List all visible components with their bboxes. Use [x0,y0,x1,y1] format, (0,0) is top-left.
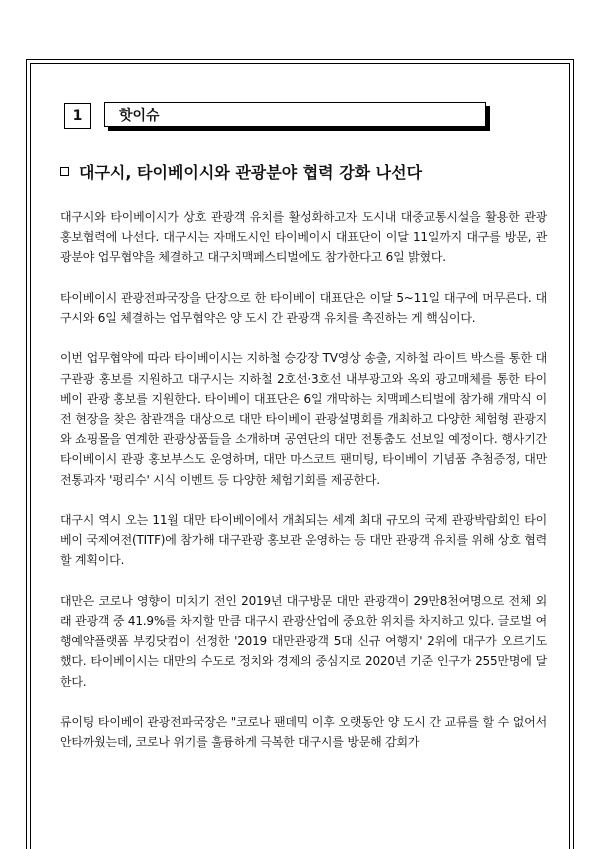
section-number-box: 1 [64,103,91,129]
paragraph: 이번 업무협약에 따라 타이베이시는 지하철 승강장 TV영상 송출, 지하철 라이트 박스를 통한 대구관광 홍보를 지원하고 대구시는 지하철 2호선·3호선 내부광고와 옥외 광고매체를 통한 타이베이 관광 홍보를 지원한다. 타이베이 대표단은 6일 개막하는 치맥페스티벌에 참가해 개막식 이전 현장을 찾은 참관객을 대상으로 대만 타이베이 관광설명회를 개최하고 다양한 체험형 관광지와 쇼핑몰을 연계한 관광상품들을 소개하며 공연단의 대만 전통춤도 선보일 예정이다. 행사기간 타이베이시 관광 홍보부스도 운영하며, 대만 마스코트 팬미팅, 타이베이 기념품 추첨증정, 대만 전통과자 '펑리수' 시식 이벤트 등 다양한 체험기회를 제공한다. [60,351,547,487]
paragraph: 대만은 코로나 영향이 미치기 전인 2019년 대구방문 대만 관광객이 29만8천여명으로 전체 외래 관광객 중 41.9%를 차지할 만큼 대구시 관광산업에 중요한 위치를 차지하고 있다. 글로벌 여행예약플랫폼 부킹닷컴이 선정한 '2019 대만관광객 5대 신규 여행지' 2위에 대구가 오르기도 했다. 타이베이시는 대만의 수도로 정치와 경제의 중심지로 2020년 기준 인구가 255만명에 달한다. [60,593,547,689]
paragraph: 대구시 역시 오는 11월 대만 타이베이에서 개최되는 세계 최대 규모의 국제 관광박람회인 타이베이 국제여전(TITF)에 참가해 대구관광 홍보관 운영하는 등 대만 관광객 유치를 위해 상호 협력할 계획이다. [60,513,547,568]
article-body [60,207,547,773]
checkbox-bullet-icon [60,167,69,176]
paragraph: 류이팅 타이베이 관광전파국장은 "코로나 팬데믹 이후 오랫동안 양 도시 간 교류를 할 수 없어서 안타까웠는데, 코로나 위기를 훌륭하게 극복한 대구시를 방문해 감회가 [60,715,547,750]
paragraph: 대구시와 타이베이시가 상호 관광객 유치를 활성화하고자 도시내 대중교통시설을 활용한 관광 홍보협력에 나선다. 대구시는 자매도시인 타이베이시 대표단이 이달 11일까지 대구를 방문, 관광분야 업무협약을 체결하고 대구치맥페스티벌에도 참가한다고 6일 밝혔다. [60,210,547,265]
headline-text: 대구시, 타이베이시와 관광분야 협력 강화 나선다 [79,163,423,182]
paragraph: 타이베이시 관광전파국장을 단장으로 한 타이베이 대표단은 이달 5~11일 대구에 머무른다. 대구시와 6일 체결하는 업무협약은 양 도시 간 관광객 유치를 촉진하는 게 핵심이다. [60,290,547,325]
article-headline [60,160,560,183]
section-title: 핫이슈 [104,102,486,127]
